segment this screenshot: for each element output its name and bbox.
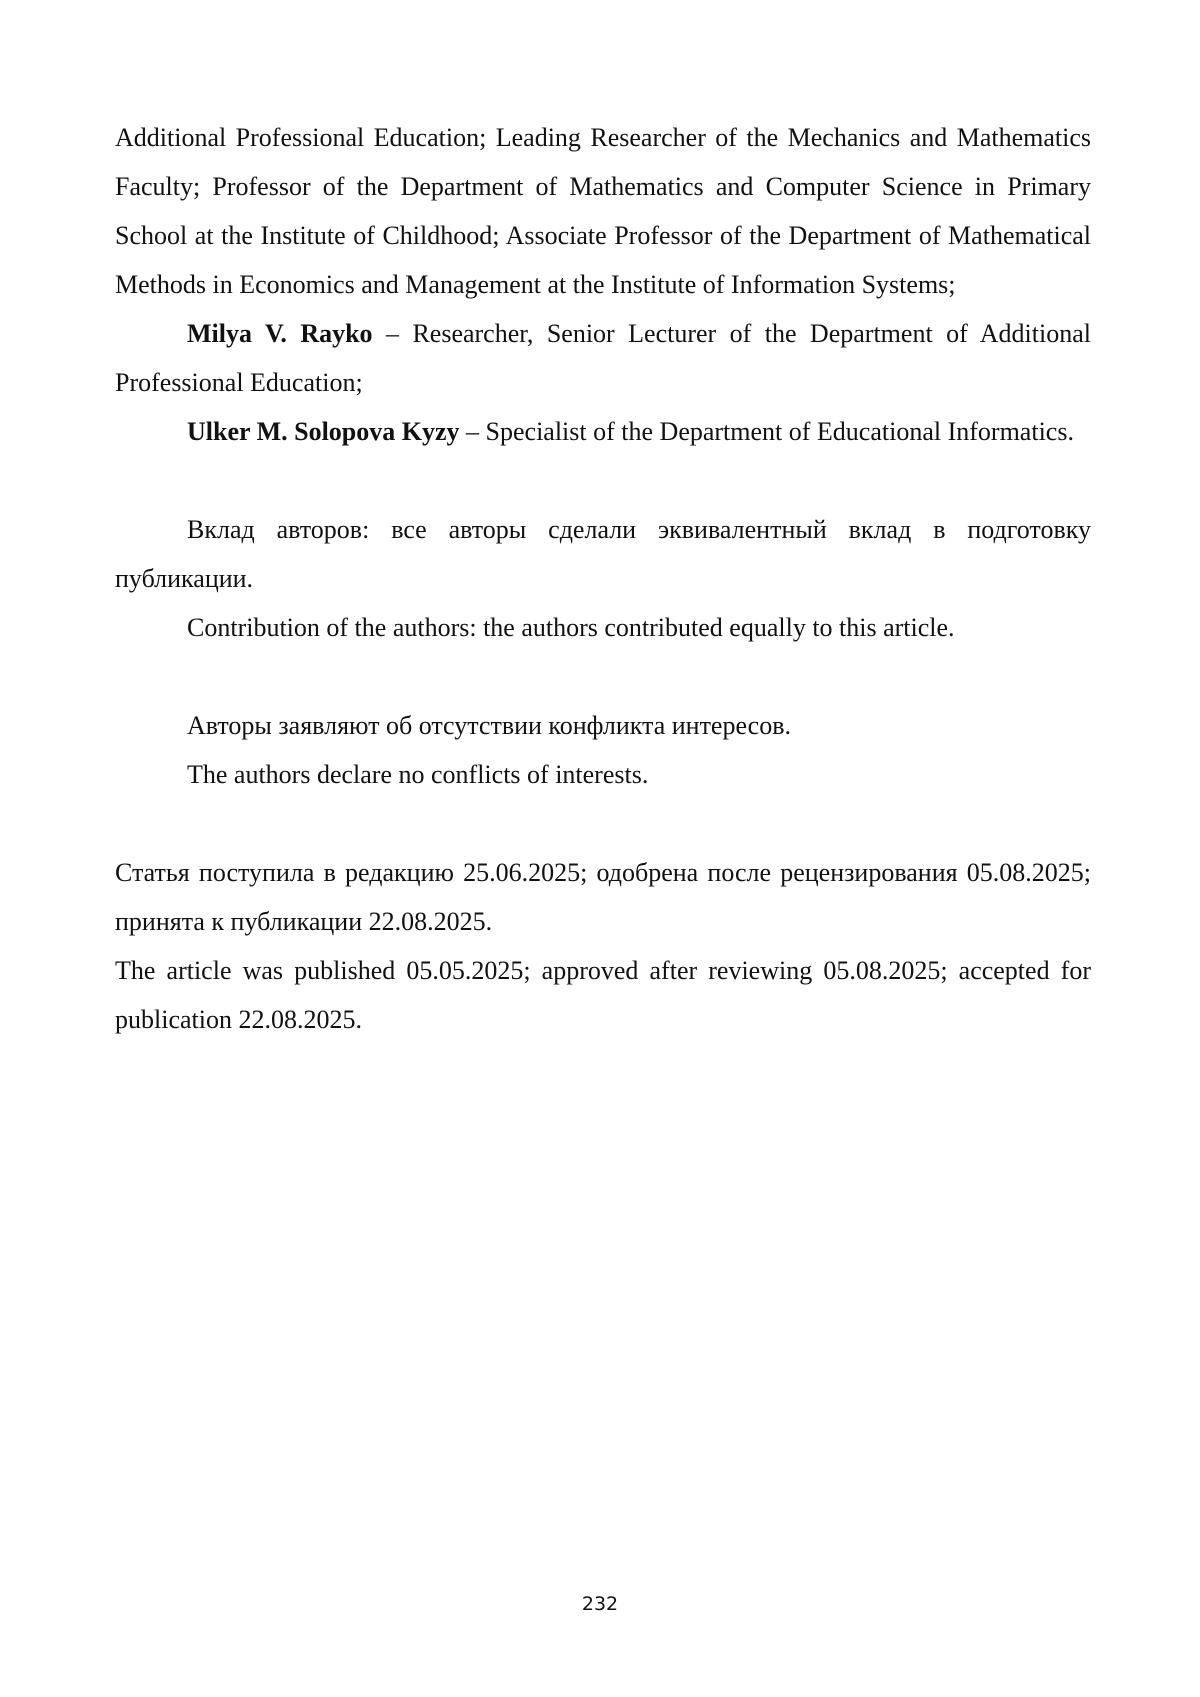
author-name-rayko: Milya V. Rayko (187, 319, 373, 348)
spacer (115, 652, 1091, 701)
history-en: The article was published 05.05.2025; approved after reviewing 05.08.2025; accepted for publication 22.08.2025. (115, 956, 1091, 1034)
history-ru: Статья поступила в редакцию 25.06.2025; одобрена после рецензирования 05.08.2025; принята к публикации 22.08.2025. (115, 858, 1091, 936)
spacer (115, 456, 1091, 505)
page-number: 232 (581, 1593, 619, 1615)
conflicts-en: The authors declare no conflicts of interests. (187, 760, 649, 789)
author-bio-rayko (115, 309, 1091, 407)
author-description-solopova: – Specialist of the Department of Educational Informatics. (459, 417, 1074, 446)
contribution-en: Contribution of the authors: the authors contributed equally to this article. (187, 613, 955, 642)
page-content (115, 113, 1091, 1044)
conflicts-ru: Авторы заявляют об отсутствии конфликта интересов. (187, 711, 791, 740)
author-name-solopova: Ulker M. Solopova Kyzy (187, 417, 460, 446)
bio-continuation: Additional Professional Education; Leading Researcher of the Mechanics and Mathematics Faculty; Professor of the Department of Mathematics and Computer Science in Primary School at the Institute of Childhood; Associate Professor of the Department of Mathematical Methods in Economics and Management at the Institute of Information Systems; (115, 123, 1091, 299)
author-description-rayko: – Researcher, Senior Lecturer of the Department of Additional Professional Education; (115, 319, 1091, 397)
author-bio-solopova (115, 407, 1091, 456)
contribution-ru: Вклад авторов: все авторы сделали эквивалентный вклад в подготовку публикации. (115, 515, 1091, 593)
spacer (115, 799, 1091, 848)
